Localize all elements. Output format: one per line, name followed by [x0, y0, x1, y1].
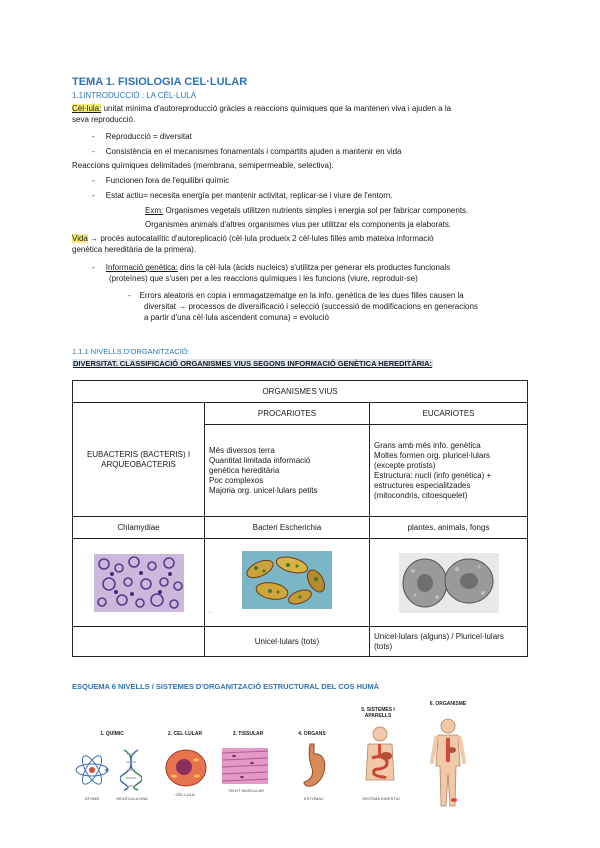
level-cellular-title: 2. CEL·LULAR: [167, 731, 203, 737]
level-chemical-title: 1. QUÍMIC: [100, 731, 124, 737]
level-organs-title: 4. ORGANS: [298, 731, 326, 737]
prokaryote-features: Més diversos terra Quantitat limitada informació genètica hereditària Poc complexos Majoria org. unicel·lulars petits: [205, 425, 370, 517]
example-eukaryotes: plantes, animals, fongs: [370, 517, 528, 539]
chlamydiae-image-cell: [73, 539, 205, 627]
level-chemical-caption: ÀTOMS: [84, 796, 100, 801]
cell-definition: Cèl·lula: unitat mínima d'autoreproducció gràcies a reaccions químiques que la mantenen viva i ajuden a la seva reproducció.: [72, 104, 452, 124]
level-organism-title: 6. ORGANISME: [429, 701, 467, 707]
level-tissue-caption: TEIXIT MUSCULAR: [228, 788, 264, 793]
level-cellular-caption: CÈL·LULA: [175, 792, 195, 797]
col-prokaryotes: PROCARIOTES: [205, 403, 370, 425]
cell-term: Cèl·lula:: [72, 104, 102, 113]
levels-heading: ESQUEMA 6 NIVELLS / SISTEMES D'ORGANITZACIÓ ESTRUCTURAL DEL COS HUMÀ: [72, 682, 380, 691]
level-systems-caption: SISTEMA DIGESTIU: [362, 796, 400, 801]
level-dna-caption: MOLÈCULA DNA: [116, 796, 148, 801]
chlamydiae-micrograph: [94, 554, 184, 612]
example-line-1: Exm: Organismes vegetals utilitzen nutrients simples i energia sol per fabricar components.: [145, 206, 469, 215]
bullet-consistency: - Consistència en el mecanismes fonamentals i compartits ajuden a mantenir en vida: [92, 147, 402, 156]
unicellular-eukaryotes: Unicel·lulars (alguns) / Pluricel·lulars (tots): [370, 627, 528, 657]
bullet-equilibrium: - Funcionen fora de l'equilibri químic: [92, 176, 230, 185]
organisms-table: [72, 380, 528, 657]
unicellular-prokaryotes: Unicel·lulars (tots): [205, 627, 370, 657]
page-title: TEMA 1. FISIOLOGIA CEL·LULAR: [72, 76, 248, 88]
human-body-icon: [430, 718, 466, 810]
tissue-icon: [222, 748, 268, 784]
atom-icon: [74, 752, 110, 788]
bullet-active-state: - Estat actiu= necesita energía per mantenir activitat, replicar-se i viure de l'entorn.: [92, 191, 393, 200]
escherichia-image-cell: .: [205, 539, 370, 627]
escherichia-micrograph: [242, 551, 332, 609]
example-escherichia: Bacteri Escherichia: [205, 517, 370, 539]
example-chlamydiae: Chlamydiae: [73, 517, 205, 539]
cell-icon: [164, 748, 208, 788]
level-systems-title: 5. SISTEMES I APARELLS: [361, 707, 395, 719]
bullet-reproduction: - Reproducció = diversitat: [92, 132, 192, 141]
stomach-icon: [300, 742, 330, 792]
example-line-2: Organismes animals d'altres organismes vius per utilitzar els components ja elaborats.: [145, 220, 452, 229]
errors-diversity: - Errors aleatoris en copia i emmagatzematge en la info. genètica de les dues filles causen la diversitat → processos de diversificació i selecció (successió de modificacions en generacions a partir d'una cèl·lula ascendent comuna) = evolució: [128, 291, 478, 322]
level-tissue-title: 3. TISSULAR: [232, 731, 264, 737]
digestive-system-icon: [360, 726, 400, 796]
level-organs-caption: ESTÒMAC: [304, 796, 324, 801]
eukaryote-features: Grans amb més info. genètica Moltes formen org. pluricel·lulars (excepte protists) Estructura: nucli (info genètica) + estructures especialitzades (mitocondris, citoesquelet): [370, 425, 528, 517]
table-header: ORGANISMES VIUS: [73, 381, 528, 403]
diversity-heading: DIVERSITAT. CLASSIFICACIÓ ORGANISMES VIUS SEGONS INFORMACIÓ GENÈTICA HEREDITÀRIA:: [73, 359, 433, 368]
life-definition: Vida → procés autocatalític d'autoreplicació (cèl·lula produeix 2 cèl·lules filles amb mateixa informació genètica hereditària de la primera).: [72, 234, 434, 254]
empty-cell: [73, 627, 205, 657]
eukaryote-micrograph: [399, 553, 499, 613]
eukaryote-image-cell: [370, 539, 528, 627]
dna-icon: [120, 748, 142, 792]
levels-section-heading: 1.1.1 NIVELLS D'ORGANITZACIÓ:: [72, 347, 190, 356]
reactions-line: Reaccions químiques delimitades (membrana, semipermeable, selectiva).: [72, 161, 334, 170]
col-eukaryotes: EUCARIOTES: [370, 403, 528, 425]
genetic-info: - Informació genètica: dins la cèl·lula (àcids nucleics) s'utilitza per generar els productes funcionals (proteïnes) que s'usen per a les reaccions químiques i les funcions (viure, reproduir-se): [92, 263, 451, 283]
row-label: EUBACTERIS (BACTERIS) I ARQUEOBACTERIS: [73, 403, 205, 517]
section-intro-heading: 1.1INTRODUCCIÓ : LA CÈL·LULA: [72, 91, 197, 100]
